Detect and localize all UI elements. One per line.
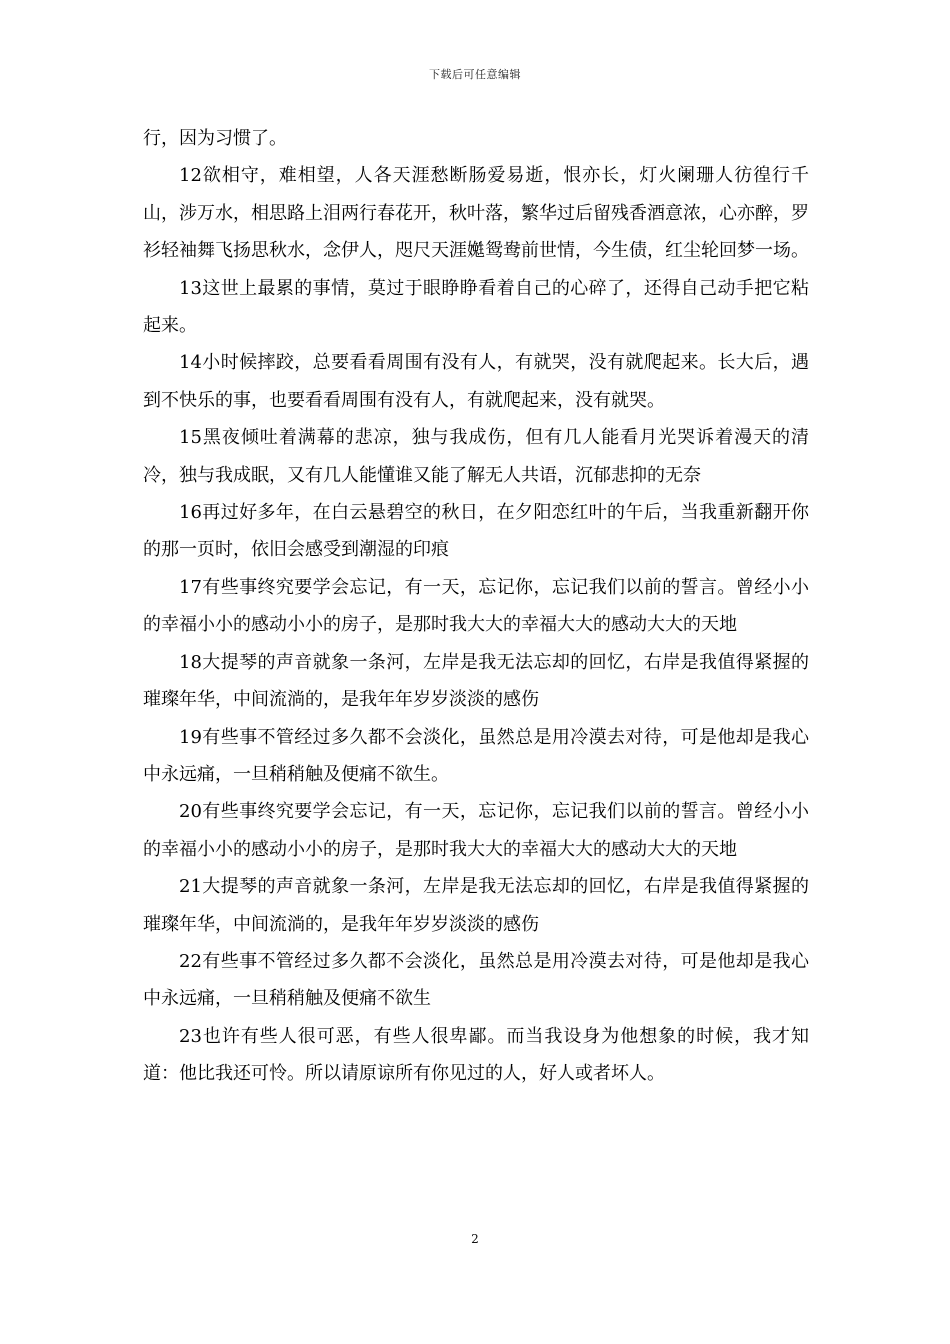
paragraph-23: 23也许有些人很可恶，有些人很卑鄙。而当我设身为他想象的时候，我才知道：他比我还可怜。所以请原谅所有你见过的人，好人或者坏人。 bbox=[143, 1025, 809, 1085]
page-header: 下载后可任意编辑 bbox=[429, 68, 521, 81]
page-number: 2 bbox=[471, 1232, 479, 1246]
paragraph-19: 19有些事不管经过多久都不会淡化，虽然总是用冷漠去对待，可是他却是我心中永远痛，一旦稍稍触及便痛不欲生。 bbox=[143, 726, 809, 785]
document-body bbox=[143, 120, 809, 1093]
paragraph-22: 22有些事不管经过多久都不会淡化，虽然总是用冷漠去对待，可是他却是我心中永远痛，一旦稍稍触及便痛不欲生 bbox=[143, 950, 809, 1010]
paragraph-17: 17有些事终究要学会忘记，有一天，忘记你，忘记我们以前的誓言。曾经小小的幸福小小的感动小小的房子，是那时我大大的幸福大大的感动大大的天地 bbox=[143, 576, 809, 636]
paragraph-12: 12欲相守，难相望，人各天涯愁断肠爱易逝，恨亦长，灯火阑珊人彷徨行千山，涉万水，相思路上泪两行春花开，秋叶落，繁华过后留残香酒意浓，心亦醉，罗衫轻袖舞飞扬思秋水，念伊人，咫尺天涯嬔鸳鸯前世情，今生债，红尘轮回梦一场。 bbox=[143, 165, 809, 262]
paragraph-15: 15黑夜倾吐着满幕的悲凉，独与我成伤，但有几人能看月光哭诉着漫天的清冷，独与我成眠，又有几人能懂谁又能了解无人共语，沉郁悲抑的无奈 bbox=[143, 427, 809, 486]
paragraph-20: 20有些事终究要学会忘记，有一天，忘记你，忘记我们以前的誓言。曾经小小的幸福小小的感动小小的房子，是那时我大大的幸福大大的感动大大的天地 bbox=[143, 801, 809, 860]
paragraph-continued: 行，因为习惯了。 bbox=[143, 128, 287, 149]
paragraph-21: 21大提琴的声音就象一条河，左岸是我无法忘却的回忆，右岸是我值得紧握的璀璨年华，中间流淌的，是我年年岁岁淡淡的感伤 bbox=[143, 876, 809, 935]
paragraph-18: 18大提琴的声音就象一条河，左岸是我无法忘却的回忆，右岸是我值得紧握的璀璨年华，中间流淌的，是我年年岁岁淡淡的感伤 bbox=[143, 651, 809, 711]
paragraph-16: 16再过好多年，在白云悬碧空的秋日，在夕阳恋红叶的午后，当我重新翻开你的那一页时，依旧会感受到潮湿的印痕 bbox=[143, 502, 809, 561]
paragraph-13: 13这世上最累的事情，莫过于眼睁睁看着自己的心碎了，还得自己动手把它粘起来。 bbox=[143, 277, 809, 337]
paragraph-14: 14小时候摔跤，总要看看周围有没有人，有就哭，没有就爬起来。长大后，遇到不快乐的事，也要看看周围有没有人，有就爬起来，没有就哭。 bbox=[143, 352, 809, 411]
